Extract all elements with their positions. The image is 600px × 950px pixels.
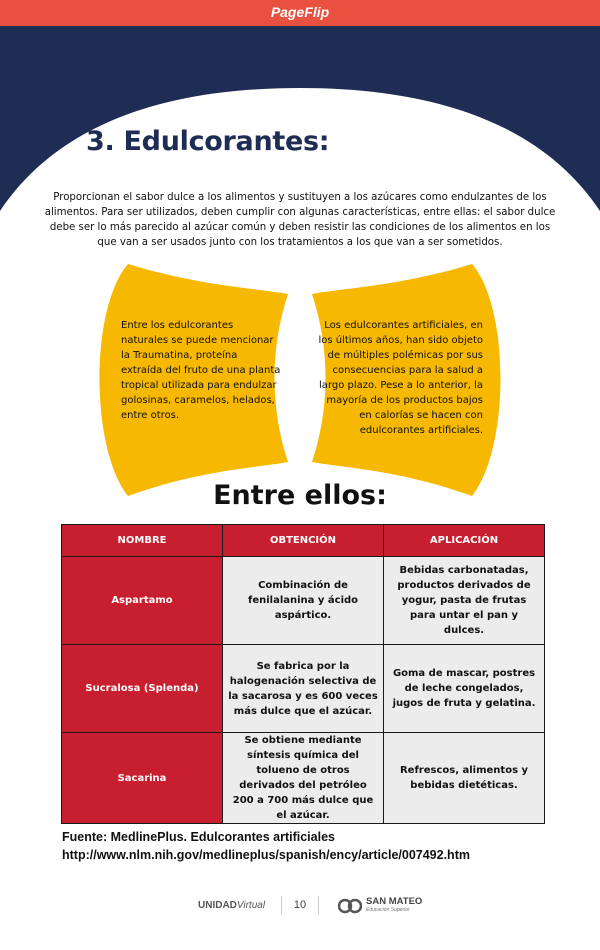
page-footer bbox=[0, 896, 600, 916]
column-header-nombre: NOMBRE bbox=[62, 525, 223, 557]
row-name-cell: Aspartamo bbox=[62, 557, 223, 645]
table-row bbox=[62, 645, 545, 733]
app-header-bar bbox=[0, 0, 600, 26]
column-header-aplicacion: APLICACIÓN bbox=[384, 525, 545, 557]
source-label: Fuente: MedlinePlus. Edulcorantes artificiales bbox=[62, 830, 335, 844]
row-obtencion-cell: Se fabrica por la halogenación selectiva de la sacarosa y es 600 veces más dulce que el azúcar. bbox=[223, 645, 384, 733]
right-bubble-text: Los edulcorantes artificiales, en los últimos años, han sido objeto de múltiples polémicas por sus consecuencias para la salud a largo plazo. Pese a lo anterior, la mayoría de los productos bajos en calorías se hacen con edulcorantes artificiales. bbox=[318, 320, 483, 436]
column-header-obtencion: OBTENCIÓN bbox=[223, 525, 384, 557]
page-title: 3. Edulcorantes: bbox=[86, 126, 330, 157]
footer-divider bbox=[318, 896, 319, 914]
sweeteners-table bbox=[61, 524, 545, 824]
row-obtencion-cell: Se obtiene mediante síntesis química del tolueno de otros derivados del petróleo 200 a 700 más dulce que el azúcar. bbox=[223, 733, 384, 824]
san-mateo-logo-icon bbox=[338, 896, 362, 916]
table-row bbox=[62, 733, 545, 824]
row-aplicacion-cell: Goma de mascar, postres de leche congelados, jugos de fruta y gelatina. bbox=[384, 645, 545, 733]
source-url-link[interactable]: http://www.nlm.nih.gov/medlineplus/spanish/ency/article/007492.htm bbox=[62, 848, 470, 862]
row-aplicacion-cell: Bebidas carbonatadas, productos derivados de yogur, pasta de frutas para untar el pan y dulces. bbox=[384, 557, 545, 645]
app-name: PageFlip bbox=[270, 4, 330, 20]
left-bubble-text: Entre los edulcorantes naturales se puede mencionar la Traumatina, proteína extraída del fruto de una planta tropical utilizada para endulzar golosinas, caramelos, helados, entre otros. bbox=[121, 320, 281, 421]
brand-name: SAN MATEO bbox=[366, 896, 423, 907]
source-citation bbox=[62, 828, 470, 864]
row-obtencion-cell: Combinación de fenilalanina y ácido aspártico. bbox=[223, 557, 384, 645]
page-number: 10 bbox=[293, 899, 307, 911]
row-name-cell: Sacarina bbox=[62, 733, 223, 824]
bubble-shapes bbox=[0, 258, 600, 498]
brand-subtitle: Educación Superior bbox=[366, 907, 410, 913]
footer-divider bbox=[281, 896, 282, 914]
row-name-cell: Sucralosa (Splenda) bbox=[62, 645, 223, 733]
table-row bbox=[62, 557, 545, 645]
row-aplicacion-cell: Refrescos, alimentos y bebidas dietéticas. bbox=[384, 733, 545, 824]
table-header-row bbox=[62, 525, 545, 557]
section-subheading: Entre ellos: bbox=[213, 480, 387, 511]
unidad-virtual-logo: UNIDADVirtual bbox=[198, 900, 266, 911]
intro-paragraph: Proporcionan el sabor dulce a los alimentos y sustituyen a los azúcares como endulzantes de los alimentos. Para ser utilizados, deben cumplir con algunas características, entre ellas: el sabor dulce debe ser lo más parecido al azúcar común y deben resistir las condiciones de los alimentos en los que van a ser usados junto con los tratamientos a los que van a ser sometidos. bbox=[44, 192, 556, 248]
